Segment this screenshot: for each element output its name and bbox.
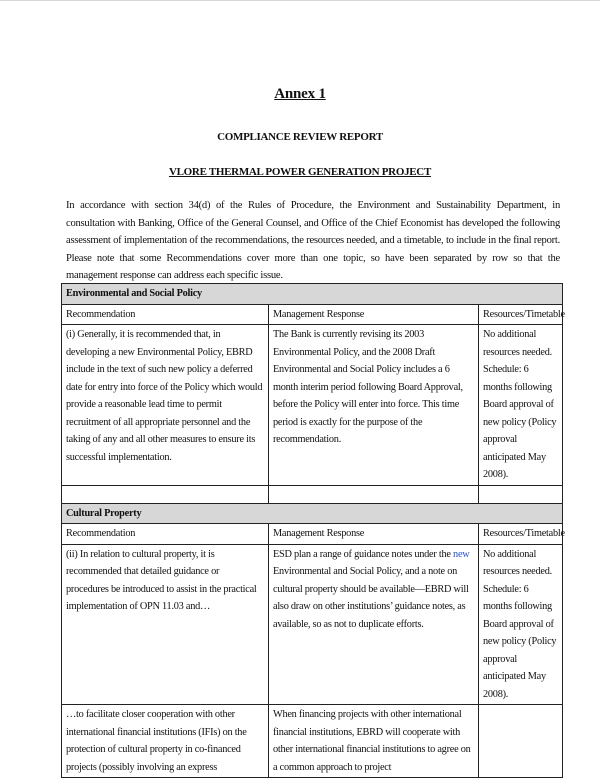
column-header-recommendation: Recommendation [62, 524, 269, 545]
empty-cell [479, 485, 563, 503]
resources-timetable-cell [479, 705, 563, 778]
column-header-management-response: Management Response [269, 524, 479, 545]
empty-row [62, 485, 563, 503]
empty-cell [269, 485, 479, 503]
table-row [62, 544, 563, 705]
recommendation-cell: (ii) In relation to cultural property, it is recommended that detailed guidance or procedures be introduced to assist in the practical implementation of OPN 11.03 and… [62, 544, 269, 705]
page-top-border [0, 0, 600, 1]
table-row [62, 325, 563, 486]
section-title: Cultural Property [62, 503, 563, 524]
column-header-resources-timetable: Resources/Timetable [479, 524, 563, 545]
recommendation-cell: …to facilitate closer cooperation with other international financial institutions (IFIs) on the protection of cultural property in co-financed projects (possibly involving an express [62, 705, 269, 778]
annex-title: Annex 1 [274, 86, 326, 102]
section-header-row [62, 503, 563, 524]
management-response-cell [269, 544, 479, 705]
section-title: Environmental and Social Policy [62, 284, 563, 305]
highlighted-word: new [453, 548, 470, 560]
resources-timetable-cell: No additional resources needed. Schedule: 6 months following Board approval of new policy (Policy approval anticipated May 2008). [479, 325, 563, 486]
management-response-cell: When financing projects with other international financial institutions, EBRD will cooperate with other international financial institutions to agree on a common approach to project [269, 705, 479, 778]
table-row [62, 705, 563, 778]
recommendation-cell: (i) Generally, it is recommended that, in developing a new Environmental Policy, EBRD include in the text of such new policy a deferred date for entry into force of the Policy which would provide a reasonable lead time to permit recruitment of all appropriate personnel and the taking of any and all other measures to ensure its successful implementation. [62, 325, 269, 486]
intro-paragraph: In accordance with section 34(d) of the Rules of Procedure, the Environment and Sustainability Department, in consultation with Banking, Office of the General Counsel, and Office of the Chief Economist has developed the following assessment of implementation of the recommendations, the resources needed, and a timetable, to include in the final report. Please note that some Recommendations cover more than one topic, so have been separated by row so that the management response can address each specific issue. [66, 200, 560, 281]
column-header-resources-timetable: Resources/Timetable [479, 304, 563, 325]
management-response-text: ESD plan a range of guidance notes under the [273, 548, 454, 560]
resources-timetable-cell: No additional resources needed. Schedule: 6 months following Board approval of new policy (Policy approval anticipated May 2008). [479, 544, 563, 705]
column-header-row [62, 524, 563, 545]
empty-cell [62, 485, 269, 503]
report-title: COMPLIANCE REVIEW REPORT [217, 131, 383, 143]
compliance-table [61, 283, 563, 778]
column-header-management-response: Management Response [269, 304, 479, 325]
management-response-cell: The Bank is currently revising its 2003 Environmental Policy, and the 2008 Draft Environmental and Social Policy includes a 6 month interim period following Board Approval, before the Policy will enter into force. This time period is exactly for the purpose of the recommendation. [269, 325, 479, 486]
column-header-recommendation: Recommendation [62, 304, 269, 325]
column-header-row [62, 304, 563, 325]
project-title: VLORE THERMAL POWER GENERATION PROJECT [168, 166, 431, 178]
management-response-text: Environmental and Social Policy, and a note on cultural property should be available—EBRD will also draw on other institutions’ guidance notes, as available, so as not to duplicate efforts. [273, 566, 469, 630]
section-header-row [62, 284, 563, 305]
